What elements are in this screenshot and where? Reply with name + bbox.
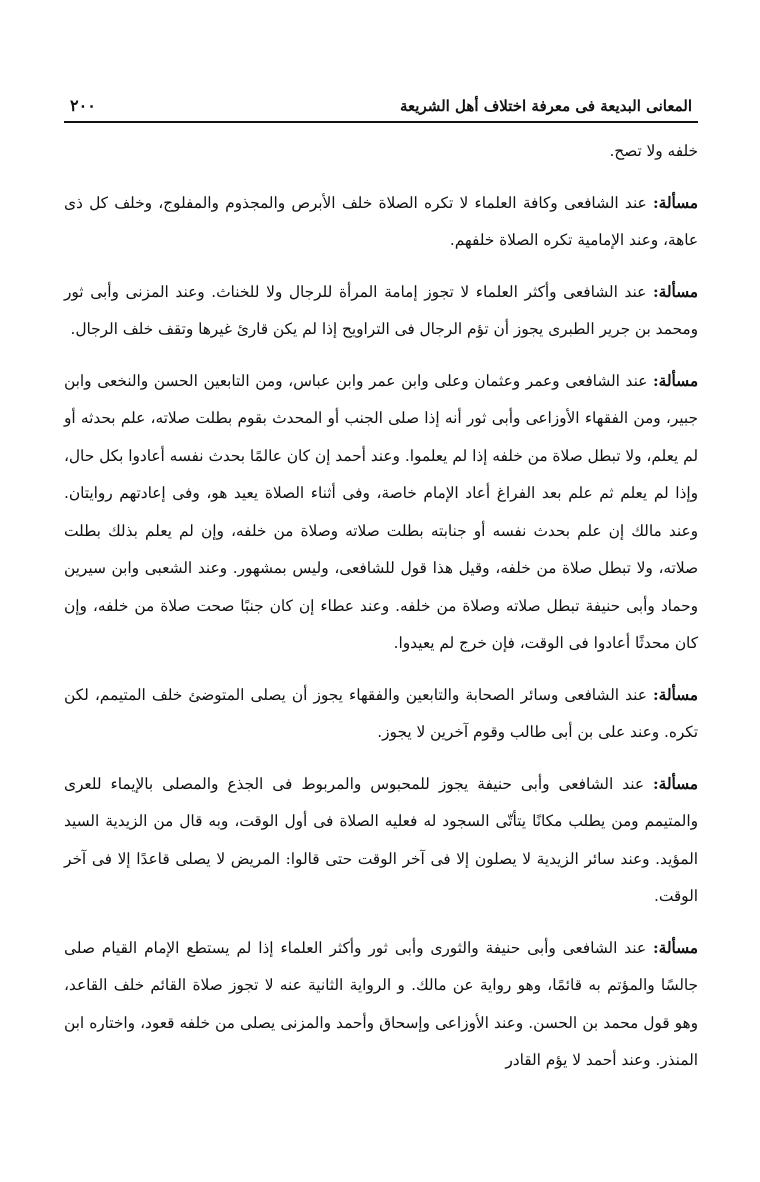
paragraph-masala-2 [64, 274, 698, 349]
page-body [64, 133, 698, 1080]
masala-label: مسألة: [652, 774, 698, 793]
paragraph-text: عند الشافعى وأبى حنيفة يجوز للمحبوس والمربوط فى الجذع والمصلى بالإيماء للعرى والمتيمم ومن يطلب مكانًا يتأتّى السجود له فعليه الصلاة فى أول الوقت، وبه قال من الزيدية السيد المؤيد. وعند سائر الزيدية لا يصلون إلا فى آخر الوقت حتى قالوا: المريض لا يصلى قاعدًا إلا فى آخر الوقت. [64, 774, 698, 905]
paragraph-masala-3 [64, 363, 698, 663]
running-header [64, 96, 698, 123]
paragraph-text: عند الشافعى وكافة العلماء لا تكره الصلاة خلف الأبرص والمجذوم والمفلوج، وخلف كل ذى عاهة، وعند الإمامية تكره الصلاة خلفهم. [64, 193, 698, 249]
masala-label: مسألة: [653, 371, 699, 390]
paragraph-text: عند الشافعى وسائر الصحابة والتابعين والفقهاء يجوز أن يصلى المتوضئ خلف المتيمم، لكن تكره. وعند على بن أبى طالب وقوم آخرين لا يجوز. [64, 685, 698, 741]
paragraph-masala-6 [64, 930, 698, 1080]
page-number: ٢٠٠ [70, 96, 96, 115]
paragraph-masala-5 [64, 766, 698, 916]
book-title: المعانى البديعة فى معرفة اختلاف أهل الشريعة [399, 97, 692, 115]
paragraph-text: عند الشافعى وأبى حنيفة والثورى وأبى ثور وأكثر العلماء إذا لم يستطع الإمام القيام صلى جالسًا والمؤتم به قائمًا، وهو رواية عن مالك. و الرواية الثانية عنه لا تجوز صلاة القائم خلف القاعد، وهو قول محمد بن الحسن. وعند الأوزاعى وإسحاق وأحمد والمزنى يصلى من خلفه قعود، واختاره ابن المنذر. وعند أحمد لا يؤم القادر [64, 938, 698, 1069]
masala-label: مسألة: [652, 282, 698, 301]
masala-label: مسألة: [652, 685, 698, 704]
masala-label: مسألة: [652, 193, 698, 212]
intro-line: خلفه ولا تصح. [609, 142, 698, 160]
paragraph-text: عند الشافعى وعمر وعثمان وعلى وابن عمر وابن عباس، ومن التابعين الحسن والنخعى وابن جبير، ومن الفقهاء الأوزاعى وأبى ثور أنه إذا صلى الجنب أو المحدث بقوم بطلت صلاته، علم بحدثه أو لم يعلم، ولا تبطل صلاة من خلفه إذا لم يعلموا. وعند أحمد إن كان عالمًا بحدث نفسه أعادوا بكل حال، وإذا لم يعلم ثم علم بعد الفراغ أعاد الإمام خاصة، وفى أثناء الصلاة يعيد هو، وفى إعادتهم روايتان. وعند مالك إن علم بحدث نفسه أو جنابته بطلت صلاته وصلاة من خلفه، وإن لم يعلم بذلك بطلت صلاته، ولا تبطل صلاة من خلفه، وقيل هذا قول للشافعى، وليس بمشهور. وعند الشعبى وابن سيرين وحماد وأبى حنيفة تبطل صلاته وصلاة من خلفه. وعند عطاء إن كان جنبًا صحت صلاة من خلفه، وإن كان محدثًا أعادوا فى الوقت، فإن خرج لم يعيدوا. [64, 371, 698, 652]
paragraph-text: عند الشافعى وأكثر العلماء لا تجوز إمامة المرأة للرجال ولا للخناث. وعند المزنى وأبى ثور ومحمد بن جرير الطبرى يجوز أن تؤم الرجال فى التراويح إذا لم يكن قارئ غيرها وتقف خلف الرجال. [64, 282, 698, 338]
paragraph-masala-4 [64, 677, 698, 752]
paragraph-masala-1 [64, 185, 698, 260]
masala-label: مسألة: [652, 938, 698, 957]
